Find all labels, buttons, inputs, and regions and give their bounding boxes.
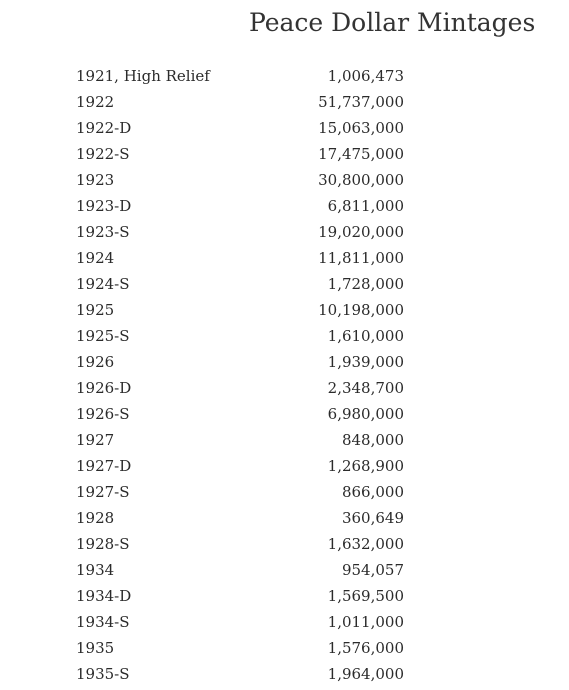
mintage-cell: 6,811,000 xyxy=(327,197,404,215)
year-cell: 1926 xyxy=(76,353,115,371)
mintage-cell: 1,939,000 xyxy=(327,353,404,371)
year-cell: 1923-D xyxy=(76,197,132,215)
table-row xyxy=(76,167,404,193)
year-cell: 1925 xyxy=(76,301,115,319)
year-cell: 1934 xyxy=(76,561,115,579)
year-cell: 1924-S xyxy=(76,275,130,293)
mintage-cell: 17,475,000 xyxy=(318,145,404,163)
year-cell: 1934-D xyxy=(76,587,132,605)
year-cell: 1922-S xyxy=(76,145,130,163)
mintage-cell: 1,728,000 xyxy=(327,275,404,293)
table-row xyxy=(76,219,404,245)
year-cell: 1927-S xyxy=(76,483,130,501)
year-cell: 1924 xyxy=(76,249,115,267)
table-row xyxy=(76,297,404,323)
mintage-cell: 1,964,000 xyxy=(327,665,404,683)
mintage-cell: 10,198,000 xyxy=(318,301,404,319)
table-row xyxy=(76,427,404,453)
year-cell: 1923-S xyxy=(76,223,130,241)
table-row xyxy=(76,375,404,401)
table-row xyxy=(76,63,404,89)
table-row xyxy=(76,635,404,661)
mintage-cell: 954,057 xyxy=(341,561,404,579)
mintage-cell: 15,063,000 xyxy=(318,119,404,137)
table-row xyxy=(76,193,404,219)
mintage-cell: 360,649 xyxy=(341,509,404,527)
year-cell: 1927-D xyxy=(76,457,132,475)
year-cell: 1925-S xyxy=(76,327,130,345)
mintage-table xyxy=(76,63,404,687)
year-cell: 1921, High Relief xyxy=(76,67,210,85)
table-row xyxy=(76,531,404,557)
year-cell: 1922-D xyxy=(76,119,132,137)
table-row xyxy=(76,89,404,115)
mintage-cell: 1,268,900 xyxy=(327,457,404,475)
mintage-cell: 866,000 xyxy=(341,483,404,501)
mintage-cell: 1,569,500 xyxy=(327,587,404,605)
mintage-cell: 1,006,473 xyxy=(327,67,404,85)
table-row xyxy=(76,557,404,583)
mintage-cell: 2,348,700 xyxy=(327,379,404,397)
year-cell: 1928-S xyxy=(76,535,130,553)
year-cell: 1926-D xyxy=(76,379,132,397)
mintage-cell: 1,576,000 xyxy=(327,639,404,657)
year-cell: 1934-S xyxy=(76,613,130,631)
mintage-cell: 848,000 xyxy=(341,431,404,449)
mintage-cell: 51,737,000 xyxy=(318,93,404,111)
mintage-cell: 6,980,000 xyxy=(327,405,404,423)
table-row xyxy=(76,479,404,505)
year-cell: 1923 xyxy=(76,171,115,189)
mintage-cell: 19,020,000 xyxy=(318,223,404,241)
table-row xyxy=(76,141,404,167)
mintage-cell: 11,811,000 xyxy=(318,249,404,267)
mintage-cell: 1,610,000 xyxy=(327,327,404,345)
mintage-cell: 1,632,000 xyxy=(327,535,404,553)
year-cell: 1922 xyxy=(76,93,115,111)
table-row xyxy=(76,609,404,635)
table-row xyxy=(76,323,404,349)
mintage-cell: 1,011,000 xyxy=(327,613,404,631)
page-title: Peace Dollar Mintages xyxy=(249,8,536,37)
table-row xyxy=(76,505,404,531)
year-cell: 1926-S xyxy=(76,405,130,423)
table-row xyxy=(76,453,404,479)
table-row xyxy=(76,115,404,141)
year-cell: 1935 xyxy=(76,639,115,657)
year-cell: 1927 xyxy=(76,431,115,449)
table-row xyxy=(76,271,404,297)
table-row xyxy=(76,245,404,271)
table-row xyxy=(76,661,404,687)
mintage-table-body xyxy=(76,63,404,687)
year-cell: 1935-S xyxy=(76,665,130,683)
mintage-cell: 30,800,000 xyxy=(318,171,404,189)
table-row xyxy=(76,349,404,375)
year-cell: 1928 xyxy=(76,509,115,527)
table-row xyxy=(76,401,404,427)
table-row xyxy=(76,583,404,609)
